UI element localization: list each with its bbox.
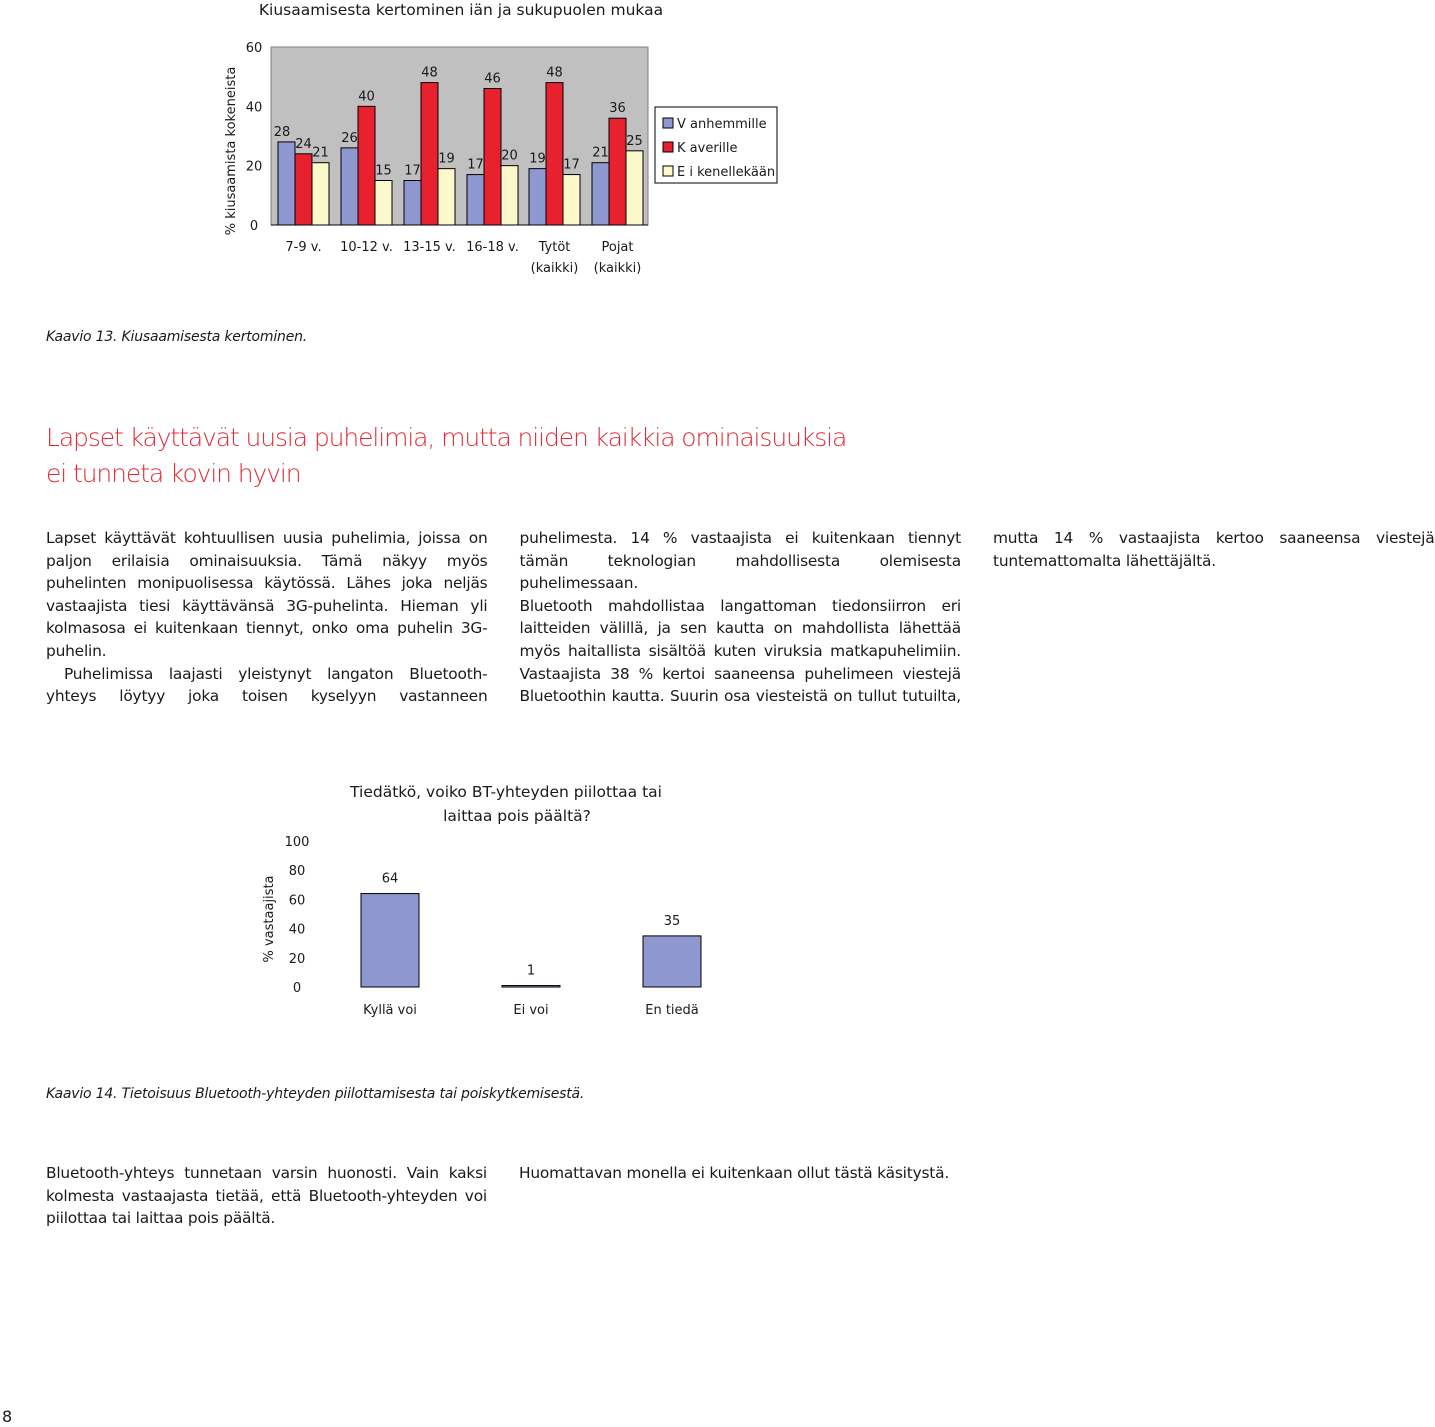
chart1-data-label: 25 bbox=[626, 133, 643, 149]
chart1-category-label: 7-9 v. bbox=[285, 240, 322, 255]
chart1-legend-label: K averille bbox=[677, 141, 738, 156]
chart1-category-label: 13-15 v. bbox=[403, 240, 456, 255]
chart2-title-line-2: laittaa pois päältä? bbox=[443, 807, 591, 825]
chart1-legend-swatch bbox=[663, 166, 673, 176]
chart1-category-label: (kaikki) bbox=[593, 261, 642, 276]
section1-text bbox=[46, 527, 1435, 712]
chart1-bar bbox=[438, 169, 455, 225]
chart1-title: Kiusaamisesta kertominen iän ja sukupuolen mukaa bbox=[258, 1, 664, 19]
chart1-legend-label: E i kenellekään bbox=[677, 165, 776, 180]
chart1-bar bbox=[529, 169, 546, 225]
section-heading bbox=[46, 420, 946, 492]
chart1-y-tick-label: 60 bbox=[245, 41, 263, 56]
chart1-bar bbox=[626, 151, 643, 225]
chart1-bar bbox=[312, 163, 329, 225]
chart1-data-label: 28 bbox=[273, 124, 291, 140]
chart2-y-tick-label: 20 bbox=[288, 951, 306, 967]
chart1-svg bbox=[0, 0, 960, 300]
chart1-bar bbox=[421, 83, 438, 225]
chart1-bar bbox=[563, 175, 580, 225]
chart1-bar bbox=[375, 181, 392, 226]
chart2-bar bbox=[502, 986, 560, 988]
chart1-data-label: 48 bbox=[421, 65, 438, 81]
page-number: 8 bbox=[2, 1407, 13, 1426]
chart1-data-label: 15 bbox=[375, 163, 392, 179]
chart2-svg bbox=[0, 770, 960, 1040]
section1-paragraph-1: Lapset käyttävät kohtuullisen uusia puhelimia, joissa on paljon erilaisia ominaisuuksia. Tämä näkyy myös puhelinten monipuolisessa käytössä. Lähes joka neljäs vastaajista tiesi käyttävänsä 3G-puhelinta. Hieman yli kolmasosa ei kuitenkaan tiennyt, onko oma puhelin 3G-puhelin. bbox=[46, 529, 488, 660]
caption-kaavio-13: Kaavio 13. Kiusaamisesta kertominen. bbox=[46, 329, 308, 345]
chart1-data-label: 48 bbox=[546, 65, 563, 81]
chart2-bar bbox=[361, 894, 419, 987]
chart1-data-label: 36 bbox=[609, 101, 626, 117]
chart1-y-tick-label: 40 bbox=[245, 100, 263, 116]
chart1-category-label: Tytöt bbox=[538, 240, 571, 255]
chart1-data-label: 17 bbox=[467, 157, 484, 173]
chart1-data-label: 21 bbox=[312, 145, 329, 161]
chart1-bar bbox=[546, 83, 563, 225]
chart1-bar bbox=[609, 118, 626, 225]
chart-kaavio-14 bbox=[0, 770, 960, 1040]
chart2-bar bbox=[643, 936, 701, 987]
chart1-category-label: 16-18 v. bbox=[466, 240, 519, 255]
chart2-y-tick-label: 0 bbox=[292, 981, 302, 996]
chart1-bar bbox=[404, 181, 421, 226]
chart2-title-line-1: Tiedätkö, voiko BT-yhteyden piilottaa tai bbox=[350, 783, 662, 801]
section1-paragraph-3: Bluetooth mahdollistaa langattoman tiedonsiirron eri laitteiden välillä, ja sen kautta on mahdollista lähettää myös haitallista sisältöä kuten viruksia matkapuhelimiin. Vastaajista 38 % kertoi saaneensa puhelimeen viestejä Bluetoothin kautta. Suurin osa viesteistä on tullut tutuilta, mutta 14 % vastaajista kertoo saaneensa viestejä tuntemattomalta lähettäjältä. bbox=[519, 529, 1435, 706]
chart1-bar bbox=[358, 106, 375, 225]
chart2-y-tick-label: 80 bbox=[288, 864, 306, 880]
section2-right: Huomattavan monella ei kuitenkaan ollut tästä käsitystä. bbox=[519, 1164, 950, 1182]
chart1-data-label: 17 bbox=[404, 163, 421, 179]
chart1-bar bbox=[484, 89, 501, 225]
chart1-bar bbox=[501, 166, 518, 225]
chart1-data-label: 46 bbox=[484, 71, 501, 87]
chart1-y-tick-label: 20 bbox=[245, 159, 263, 175]
chart1-data-label: 17 bbox=[563, 157, 580, 173]
chart1-legend-swatch bbox=[663, 142, 673, 152]
chart2-y-tick-label: 100 bbox=[284, 835, 310, 850]
chart1-category-label: (kaikki) bbox=[530, 261, 579, 276]
chart1-data-label: 24 bbox=[295, 136, 312, 152]
heading-line-2: ei tunneta kovin hyvin bbox=[46, 459, 301, 488]
chart2-category-label: Ei voi bbox=[513, 1003, 549, 1018]
chart1-data-label: 19 bbox=[438, 151, 455, 167]
chart1-y-axis-label: % kiusaamista kokeneista bbox=[224, 66, 239, 236]
chart2-data-label: 35 bbox=[663, 913, 681, 929]
chart1-data-label: 21 bbox=[592, 145, 609, 161]
chart1-bar bbox=[467, 175, 484, 225]
chart1-category-label: Pojat bbox=[601, 240, 634, 255]
chart1-data-label: 26 bbox=[341, 130, 358, 146]
chart1-y-tick-label: 0 bbox=[249, 219, 259, 234]
chart1-data-label: 20 bbox=[501, 148, 518, 164]
chart2-y-axis-label: % vastaajista bbox=[262, 875, 277, 963]
chart1-legend-label: V anhemmille bbox=[677, 117, 767, 132]
section2-left: Bluetooth-yhteys tunnetaan varsin huonosti. Vain kaksi kolmesta vastaajasta tietää, että Bluetooth-yhteyden voi piilottaa tai laittaa pois päältä. bbox=[46, 1164, 487, 1228]
chart2-category-label: En tiedä bbox=[645, 1003, 699, 1018]
chart1-legend-swatch bbox=[663, 118, 673, 128]
chart1-bar bbox=[592, 163, 609, 225]
chart-kaavio-13 bbox=[0, 0, 960, 300]
chart1-bar bbox=[278, 142, 295, 225]
chart1-data-label: 19 bbox=[529, 151, 546, 167]
section1-paragraph-2: Puhelimissa laajasti yleistynyt langaton Bluetooth-yhteys löytyy joka toisen kyselyyn vastanneen puhelimesta. 14 % vastaajista ei kuitenkaan tiennyt tämän teknologian mahdollisesta olemisesta puhelimessaan. bbox=[46, 529, 961, 706]
chart2-category-label: Kyllä voi bbox=[363, 1003, 417, 1018]
chart1-category-label: 10-12 v. bbox=[340, 240, 393, 255]
chart1-bar bbox=[295, 154, 312, 225]
chart2-data-label: 1 bbox=[526, 963, 536, 979]
chart1-bar bbox=[341, 148, 358, 225]
chart2-y-tick-label: 60 bbox=[288, 893, 306, 909]
chart2-data-label: 64 bbox=[381, 871, 399, 887]
chart1-data-label: 40 bbox=[358, 89, 375, 105]
caption-kaavio-14: Kaavio 14. Tietoisuus Bluetooth-yhteyden piilottamisesta tai poiskytkemisestä. bbox=[46, 1086, 585, 1102]
chart2-y-tick-label: 40 bbox=[288, 922, 306, 938]
heading-line-1: Lapset käyttävät uusia puhelimia, mutta niiden kaikkia ominaisuuksia bbox=[46, 423, 847, 452]
